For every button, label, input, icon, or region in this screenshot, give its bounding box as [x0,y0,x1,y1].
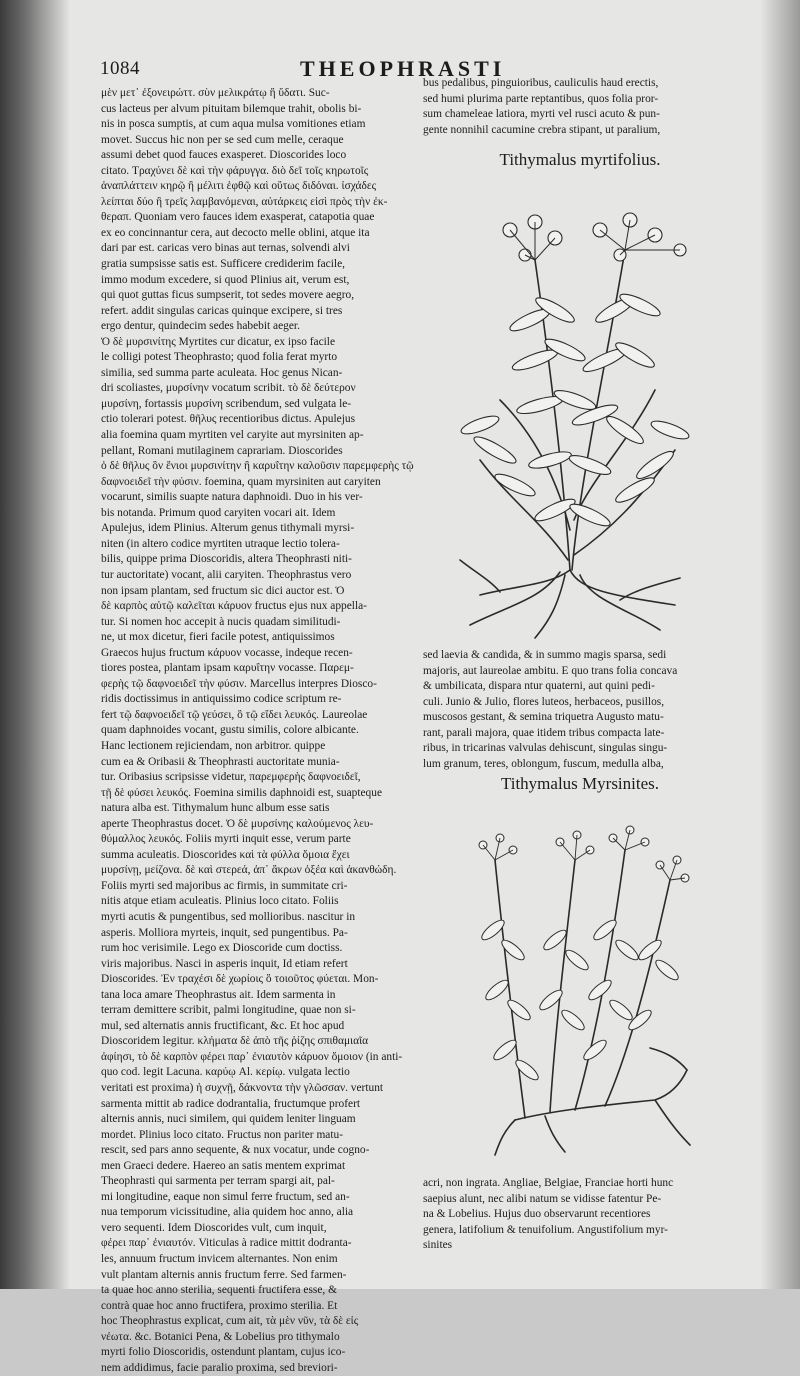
text-line: ex eo concinnantur cera, aut decocto melle oblini, atque ita [101,226,370,239]
text-line: θεραπ. Quoniam vero fauces idem exasperat, catapotia quae [101,211,375,224]
text-line: θύμαλλος λευκός. Foliis myrti inquit esse, verum parte [101,833,351,846]
text-line: acri, non ingrata. Angliae, Belgiae, Franciae horti hunc [423,1177,674,1189]
text-line: asperis. Molliora myrteis, inquit, sed pungentibus. Pa- [101,926,348,939]
text-line: ta quae hoc anno sterilia, sequenti fructifera esse, & [101,1284,337,1297]
page-number: 1084 [100,58,140,79]
text-line: δαφνοειδεῖ τὴν φύσιν. foemina, quam myrsiniten aut caryiten [101,475,381,488]
text-line: summa aculeatis. Dioscorides καὶ τὰ φύλλα ὅμοια ἔχει [101,848,350,861]
text-line: majoris, aut laureolae ambitu. E quo trans folia concava [423,664,678,677]
text-line: movet. Succus hic non per se sed cum melle, ceraque [101,133,344,146]
text-line: tiores postea, plantam ipsam καρυΐτην vocasse. Παρεμ- [101,662,354,675]
text-line: rum hoc verisimile. Lego ex Dioscoride cum doctiss. [101,942,343,955]
text-line: bilis, quippe prima Dioscoridis, altera Theophrasti niti- [101,553,352,566]
text-line: & umbilicata, dispara ntur quaterni, aut quini pedi- [423,680,655,693]
page-edge-shadow [760,0,800,1289]
text-line: sed humi plurima parte reptantibus, quos folia pror- [423,92,659,105]
plant-illustration-myrsinites [455,820,695,1170]
text-line: Apulejus, idem Plinius. Alterum genus tithymali myrsi- [101,522,355,535]
text-line: cus lacteus per alvum pituitam bilemque trahit, obolis bi- [101,102,362,115]
text-line: ergo dentur, quindecim sedes habebit aeger. [101,320,300,333]
text-line: nua temporum vicissitudine, alia quidem hoc anno, alia [101,1206,354,1219]
text-line: natura alba est. Tithymalum hunc album esse satis [101,802,330,815]
text-line: bis notanda. Primum quod caryiten vocari ait. Idem [101,506,336,519]
text-line: sarmenta mittit ab radice dodrantalia, fructumque profert [101,1097,361,1110]
text-line: Ὁ δὲ μυρσινίτης Myrtites cur dicatur, ex ipso facile [101,335,336,348]
text-line: rant, parali majora, quae itidem tribus compacta late- [423,726,665,739]
text-line: tana loca amare Theophrastus ait. Idem sarmenta in [101,988,336,1001]
text-line: ctio tolerari potest. θῆλυς recentioribus dictus. Apulejus [101,413,356,426]
left-column-text [101,86,417,1374]
text-line: sum chameleae latiora, myrti vel rusci acuto & pun- [423,108,660,121]
text-line: dari par est. caricas vero binas aut ternas, solvendi alvi [101,242,350,255]
text-line: culi. Junio & Julio, flores luteos, herbaceos, pusillos, [423,695,665,708]
text-line: refert. addit singulas caricas quinque excipere, si tres [101,304,343,317]
text-line: mordet. Plinius loco citato. Fructus non pariter matu- [101,1128,344,1141]
text-line: myrti folio Dioscoridis, ostendunt plantam, cujus ico- [101,1346,346,1359]
text-line: genera, latifolium & tenuifolium. Angustifolium myr- [423,1223,668,1236]
text-line: τῇ δὲ φύσει λευκός. Foemina similis daphnoidi est, suapteque [101,786,383,799]
text-line: Dioscorides. Ἐν τραχέσι δὲ χωρίοις ὃ τοιοῦτος φύεται. Mon- [101,973,379,986]
text-line: muscosos gestant, & semina triquetra Augusto matu- [423,711,664,724]
text-line: contrà quae hoc anno fructifera, proximo sterilia. Et [101,1299,338,1312]
text-line: saepius alunt, nec alibi natum se vidisse fatentur Pe- [423,1192,662,1205]
text-line: vocarunt, similis suapte natura daphnoidi. Duo in his ver- [101,491,363,504]
right-column-top-text [423,76,738,146]
text-line: sed laevia & candida, & in summo magis sparsa, sedi [423,649,667,661]
text-line: niten (in altero codice myrtiten utraque lectio tolera- [101,537,340,550]
text-line: nem addidimus, facie paralio proxima, sed breviori- [101,1361,338,1374]
text-line: viris majoribus. Nasci in asperis inquit, Id etiam refert [101,957,348,970]
figure1-caption: Tithymalus myrtifolius. [499,150,661,169]
text-line: veritati est proxima) ἡ συχνῇ, δάκνοντα τὴν γλῶσσαν. vertunt [101,1082,384,1094]
text-line: cum ea & Oribasii & Theophrasti auctoritate munia- [101,755,340,768]
text-line: assumi debet quod fauces exasperet. Dioscorides loco [101,149,347,162]
text-line: Dioscoridem legitur. κλήματα δὲ ἀπὸ τῆς ῥίζης σπιθαμιαῖα [101,1035,369,1048]
text-line: pellant, Romani mutilaginem caprariam. Dioscorides [101,444,343,457]
text-line: gente nonnihil cacumine crebra stipant, ut paralium, [423,123,661,136]
text-line: hoc Theophrastus explicat, cum ait, τὰ μὲν νῦν, τὰ δὲ εἰς [101,1315,359,1328]
woodcut-plant-myrsinites [455,820,695,1170]
text-line: ἀναπλάττειν κηρῷ ἢ μέλιτι ἑφθῷ καὶ οὕτως διδόναι. ἰσχάδες [101,180,377,193]
text-line: terram demittere scribit, palmi longitudine, quae non si- [101,1004,356,1017]
text-line: men Graeci dedere. Haereo an satis mentem exprimat [101,1159,346,1172]
text-line: ἀφίησι, τὸ δὲ καρπὸν φέρει παρ᾽ ἐνιαυτὸν κάρυον ὅμοιον (in anti- [101,1050,403,1063]
woodcut-plant-myrtifolius [440,200,700,640]
text-line: qui quot guttas ficus sumpserit, tot sedes movere aegro, [101,289,355,302]
text-line: immo modum excedere, si quod Plinius ait, verum est, [101,273,350,286]
text-line: non ipsam plantam, sed fructum sic dici auctor est. Ὁ [101,584,345,597]
text-line: vult plantam alternis annis fructum ferre. Sed farmen- [101,1268,347,1281]
right-column-bottom-text [423,1176,738,1256]
text-line: tur auctoritate) vocant, alii caryiten. Theophrastus vero [101,568,352,581]
text-line: quam daphnoides vocant, gustu similis, colore albicante. [101,724,359,737]
text-line: les, annuum fructum invicem alternantes. Non enim [101,1253,338,1266]
text-line: rescit, sed pars anno sequente, & nux vocatur, unde cogno- [101,1144,370,1157]
page-gutter-shadow [0,0,70,1289]
text-line: φέρει παρ᾽ ἐνιαυτόν. Viticulas à radice mittit dodranta- [101,1237,352,1250]
figure2-caption: Tithymalus Myrsinites. [500,774,660,793]
right-column-middle-text [423,648,738,770]
text-line: mul, sed alternatis annis fructificant, &c. Et hoc apud [101,1019,345,1032]
text-line: bus pedalibus, pinguioribus, cauliculis haud erectis, [423,77,659,89]
text-line: Hanc lectionem rejiciendam, non arbitror. quippe [101,739,326,752]
text-line: ne, ut mox dicetur, fieri facile potest, antiquissimos [101,631,335,644]
text-line: Graecos hujus fructum κάρυον vocasse, indeque recen- [101,646,353,659]
text-line: mi longitudine, eaque non simul ferre fructum, sed an- [101,1190,350,1203]
text-line: ribus, in tricarinas valvulas dehiscunt, singulas singu- [423,742,668,755]
text-line: na & Lobelius. Hujus duo observarunt recentiores [423,1208,651,1221]
text-line: δὲ καρπὸς αὐτῷ καλεῖται κάρυον fructus ejus nux appella- [101,600,367,613]
text-line: μυρσίνῃ, μείζονα. δὲ καὶ στερεά, ἀπ᾽ ἄκρων ὀξέα καὶ ἀκανθώδη. [101,864,397,877]
text-line: φερὴς τῷ δαφνοειδεῖ τὴν φύσιν. Marcellus interpres Diosco- [101,677,377,690]
plant-illustration-myrtifolius [440,200,700,640]
text-line: citato. Τραχύνει δὲ καὶ τὴν φάρυγγα. διὸ δεῖ τοῖς κηρωτοῖς [101,164,369,177]
text-line: tur. Si nomen hoc accepit à nucis quadam similitudi- [101,615,341,628]
text-line: vero sequenti. Idem Dioscorides vult, cum inquit, [101,1221,327,1234]
text-line: alternis annis, nuci similem, qui quidem leniter linguam [101,1113,356,1126]
text-line: myrti acutis & pungentibus, sed mollioribus. nascitur in [101,910,356,923]
text-line: le colligi potest Theophrasto; quod folia ferat myrto [101,351,338,364]
running-head: THEOPHRASTI [300,56,506,81]
text-line: gratia sumpsisse satis est. Sufficere crediderim facile, [101,258,345,271]
text-line: ὁ δὲ θῆλυς ὃν ἔνιοι μυρσινίτην ἢ καρυΐτην καλοῦσιν παρεμφερὴς τῷ [101,460,414,473]
text-line: sinites [423,1239,453,1252]
text-line: tur. Oribasius scripsisse videtur, παρεμφερὴς δαφνοειδεῖ, [101,771,361,784]
text-line: ridis doctissimus in antiquissimo codice scriptum re- [101,693,342,706]
text-line: lum granum, teres, oblongum, fuscum, medulla alba, [423,757,664,770]
text-line: dri scoliastes, μυρσίνην vocatum scribit. τὸ δὲ δεύτερον [101,382,356,395]
text-line: μυρσίνη, fortassis μυρσίνη scribendum, sed vulgata le- [101,397,352,410]
text-line: quo cod. legit Lacuna. καρύῳ Al. κερίῳ. vulgata lectio [101,1066,350,1079]
text-line: nis in posca sumptis, at cum aqua mulsa vomitiones etiam [101,118,366,131]
text-line: μὲν μετ᾽ ἐξονειρώττ. σὺν μελικράτῳ ἢ ὕδατι. Suc- [101,87,330,99]
text-line: νέωτα. &c. Botanici Pena, & Lobelius pro tithymalo [101,1330,340,1343]
text-line: λείπται δύο ἢ τρεῖς λαμβανόμεναι, αὐτάρκεις εἰσὶ πρὸς τὴν ἐκ- [101,195,388,208]
text-line: Foliis myrti sed majoribus ac firmis, in summitate cri- [101,879,348,892]
text-line: fert τῷ δαφνοειδεῖ τῷ γεύσει, ὃ τῷ εἴδει λευκός. Laureolae [101,708,368,721]
text-line: Theophrasti qui sarmenta per terram spargi ait, pal- [101,1175,335,1188]
text-line: alia foemina quam myrtiten vel caryite aut myrsiniten ap- [101,429,364,442]
text-line: nitis atque etiam aculeatis. Plinius loco citato. Foliis [101,895,339,908]
text-line: similia, sed summa parte aculeata. Hoc genus Nican- [101,366,343,379]
text-line: aperte Theophrastus docet. Ὁ δὲ μυρσίνης καλούμενος λευ- [101,817,374,830]
